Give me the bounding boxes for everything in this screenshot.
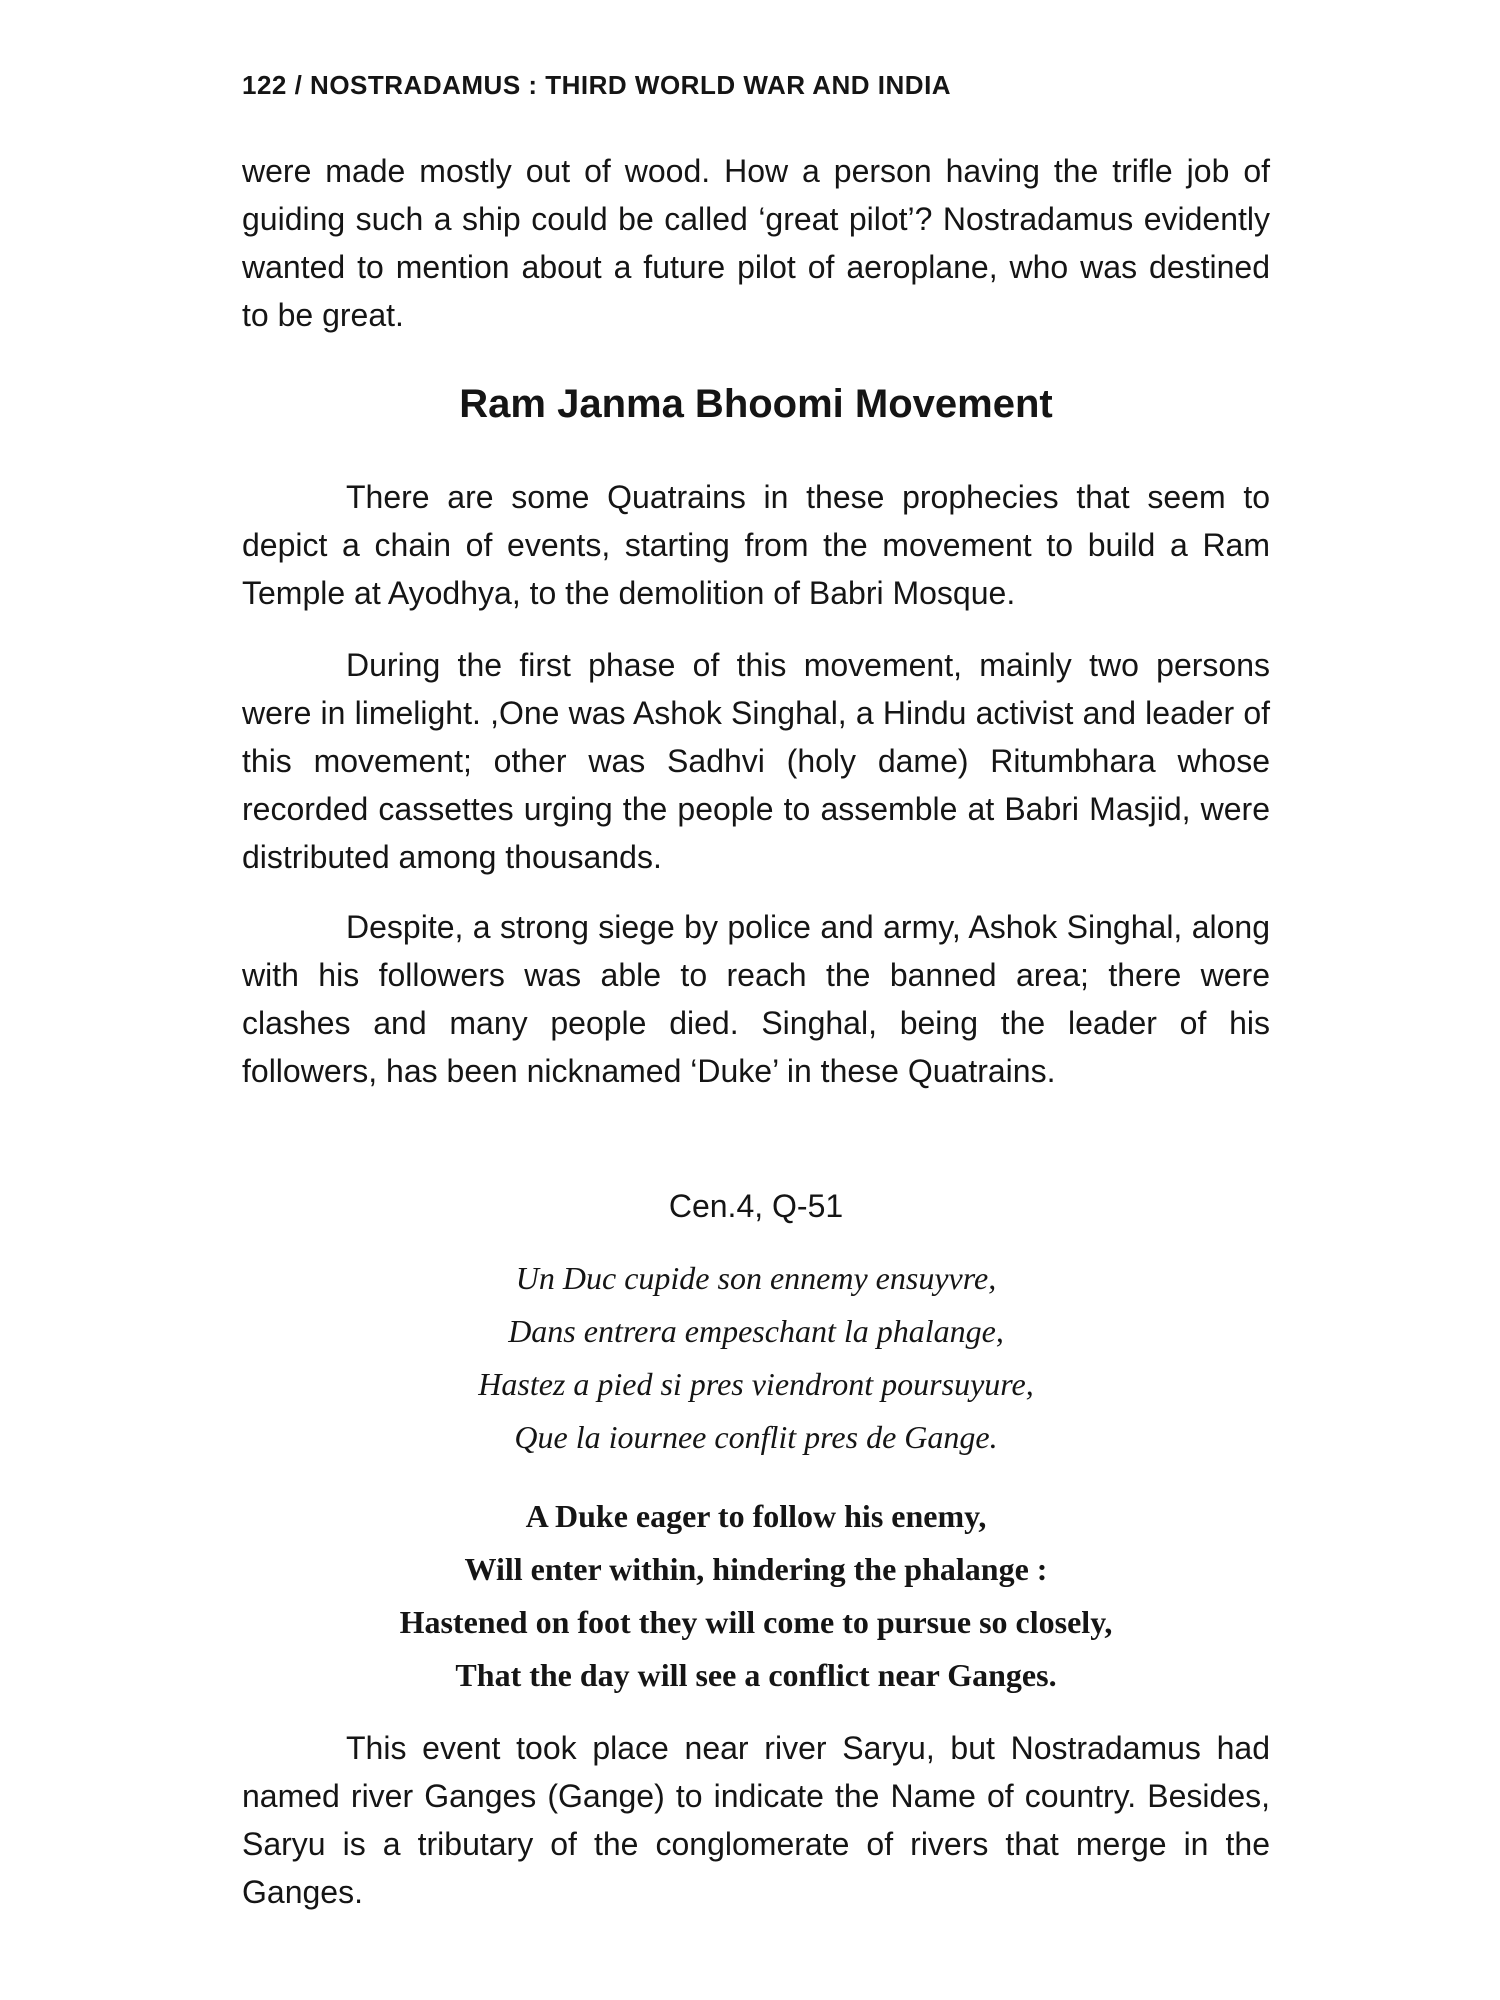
- quatrain-reference: Cen.4, Q-51: [668, 1188, 844, 1224]
- paragraph-intro: There are some Quatrains in these prophecies that seem to depict a chain of events, starting from the movement to build a Ram Temple at Ayodhya, to the demolition of Babri Mosque.: [242, 479, 1270, 611]
- verse-line: A Duke eager to follow his enemy,: [525, 1498, 987, 1534]
- paragraph-siege: Despite, a strong siege by police and army, Ashok Singhal, along with his followers was able to reach the banned area; there were clashes and many people died. Singhal, being the leader of his followers, has been nicknamed ‘Duke’ in these Quatrains.: [242, 909, 1270, 1089]
- verse-line: Dans entrera empeschant la phalange,: [508, 1313, 1004, 1349]
- quatrain-french: [242, 1252, 1270, 1464]
- quatrain-english: [242, 1490, 1270, 1702]
- verse-line: Hastened on foot they will come to pursue so closely,: [399, 1604, 1113, 1640]
- verse-line: Hastez a pied si pres viendront poursuyure,: [478, 1366, 1034, 1402]
- verse-line: Un Duc cupide son ennemy ensuyvre,: [515, 1260, 997, 1296]
- verse-line: That the day will see a conflict near Ganges.: [455, 1657, 1057, 1693]
- paragraph-continued: were made mostly out of wood. How a person having the trifle job of guiding such a ship could be called ‘great pilot’? Nostradamus evidently wanted to mention about a future pilot of aeroplane, who was destined to be great.: [242, 153, 1270, 333]
- paragraph-saryu: This event took place near river Saryu, but Nostradamus had named river Ganges (Gange) to indicate the Name of country. Besides, Saryu is a tributary of the conglomerate of rivers that merge in the Ganges.: [242, 1730, 1270, 1910]
- verse-line: Will enter within, hindering the phalange :: [464, 1551, 1048, 1587]
- paragraph-first-phase: During the first phase of this movement, mainly two persons were in limelight. ,One was Ashok Singhal, a Hindu activist and leader of this movement; other was Sadhvi (holy dame) Ritumbhara whose recorded cassettes urging the people to assemble at Babri Masjid, were distributed among thousands.: [242, 647, 1270, 875]
- section-heading: Ram Janma Bhoomi Movement: [459, 382, 1053, 426]
- running-header: 122 / NOSTRADAMUS : THIRD WORLD WAR AND INDIA: [242, 70, 952, 100]
- verse-line: Que la iournee conflit pres de Gange.: [514, 1419, 998, 1455]
